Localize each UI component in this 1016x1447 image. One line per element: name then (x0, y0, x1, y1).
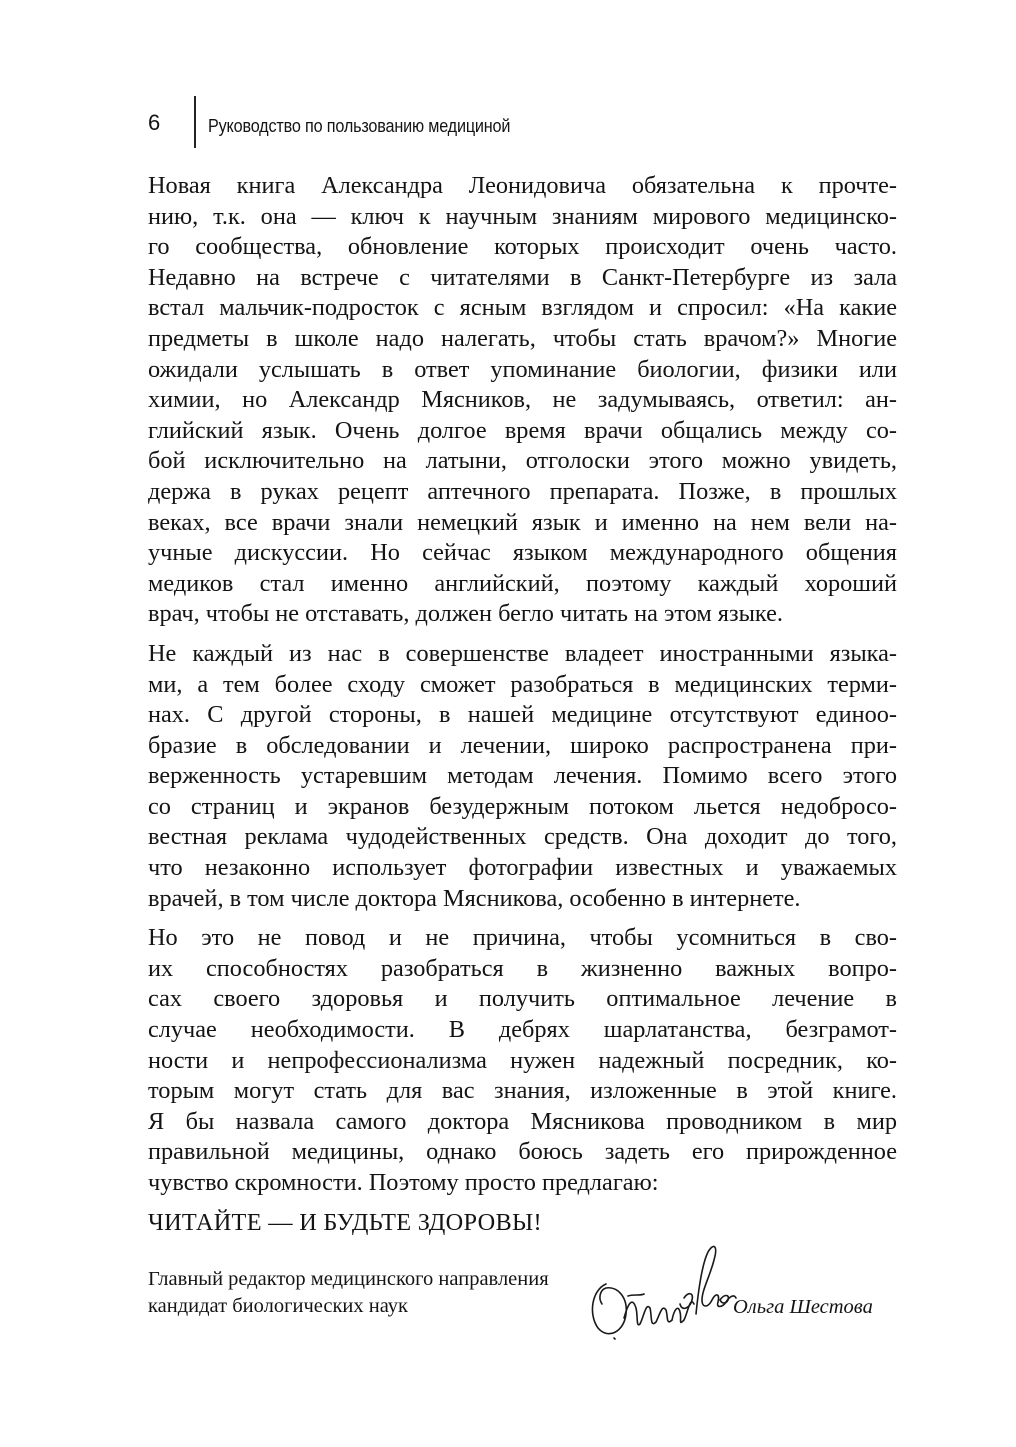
text-line: Недавно на встрече с читателями в Санкт-Петербурге из зала (148, 263, 897, 291)
text-line: держа в руках рецепт аптечного препарата. Позже, в прошлых (148, 477, 897, 505)
text-line: бой исключительно на латыни, отголоски этого можно увидеть, (148, 447, 897, 475)
editor-position: Главный редактор медицинского направления (148, 1268, 549, 1290)
paragraph (148, 923, 897, 1198)
text-line: медиков стал именно английский, поэтому каждый хороший (148, 569, 897, 597)
text-line: ми, а тем более сходу сможет разобраться в медицинских терми- (148, 670, 897, 698)
text-line: учные дискуссии. Но сейчас языком международного общения (148, 539, 897, 567)
text-line: их способностях разобраться в жизненно важных вопро- (148, 954, 897, 982)
text-line: врачей, в том числе доктора Мясникова, особенно в интернете. (148, 884, 801, 912)
text-line: бразие в обследовании и лечении, широко распространена при- (148, 731, 897, 759)
text-line: сах своего здоровья и получить оптимальное лечение в (148, 985, 897, 1013)
handwritten-signature (584, 1234, 740, 1346)
running-title: Руководство по пользованию медициной (208, 116, 511, 136)
text-line: нию, т.к. она — ключ к научным знаниям мирового медицинско- (148, 202, 897, 230)
text-line: чувство скромности. Поэтому просто предлагаю: (148, 1169, 659, 1196)
text-line: встал мальчик-подросток с ясным взглядом и спросил: «На какие (148, 294, 897, 322)
paragraph (148, 639, 897, 914)
closing-exclamation: ЧИТАЙТЕ — И БУДЬТЕ ЗДОРОВЫ! (148, 1209, 542, 1236)
text-line: врач, чтобы не отставать, должен бегло читать на этом языке. (148, 600, 783, 628)
text-line: что незаконно использует фотографии известных и уважаемых (148, 854, 897, 882)
signature-block (148, 1266, 549, 1320)
paragraph (148, 171, 897, 630)
editor-degree: кандидат биологических наук (148, 1295, 409, 1317)
header-divider (194, 96, 196, 148)
text-line: го сообщества, обновление которых происходит очень часто. (148, 233, 897, 261)
page-number: 6 (148, 110, 161, 135)
text-line: Новая книга Александра Леонидовича обязательна к прочте- (148, 172, 897, 199)
text-line: веках, все врачи знали немецкий язык и именно на нем вели на- (148, 508, 897, 536)
text-line: глийский язык. Очень долгое время врачи общались между со- (148, 416, 897, 444)
text-line: предметы в школе надо налегать, чтобы стать врачом?» Многие (148, 324, 897, 352)
text-line: ности и непрофессионализма нужен надежный посредник, ко- (148, 1046, 897, 1074)
text-line: верженность устаревшим методам лечения. Помимо всего этого (148, 762, 897, 790)
text-line: вестная реклама чудодейственных средств. Она доходит до того, (148, 823, 897, 851)
text-line: случае необходимости. В дебрях шарлатанства, безграмот- (148, 1016, 897, 1044)
page-header (148, 96, 888, 148)
text-line: торым могут стать для вас знания, изложенные в этой книге. (148, 1077, 897, 1105)
text-line: Не каждый из нас в совершенстве владеет иностранными языка- (148, 639, 897, 667)
text-line: Я бы назвала самого доктора Мясникова проводником в мир (148, 1107, 897, 1135)
body-text (148, 171, 897, 1208)
text-line: нах. С другой стороны, в нашей медицине отсутствуют единоо- (148, 701, 897, 729)
text-line: Но это не повод и не причина, чтобы усомниться в сво- (148, 924, 897, 952)
text-line: правильной медицины, однако боюсь задеть его прирожденное (148, 1138, 897, 1166)
signer-name: Ольга Шестова (733, 1296, 873, 1318)
text-line: со страниц и экранов безудержным потоком льется недобросо- (148, 792, 897, 820)
text-line: ожидали услышать в ответ упоминание биологии, физики или (148, 355, 897, 383)
text-line: химии, но Александр Мясников, не задумываясь, ответил: ан- (148, 386, 897, 414)
